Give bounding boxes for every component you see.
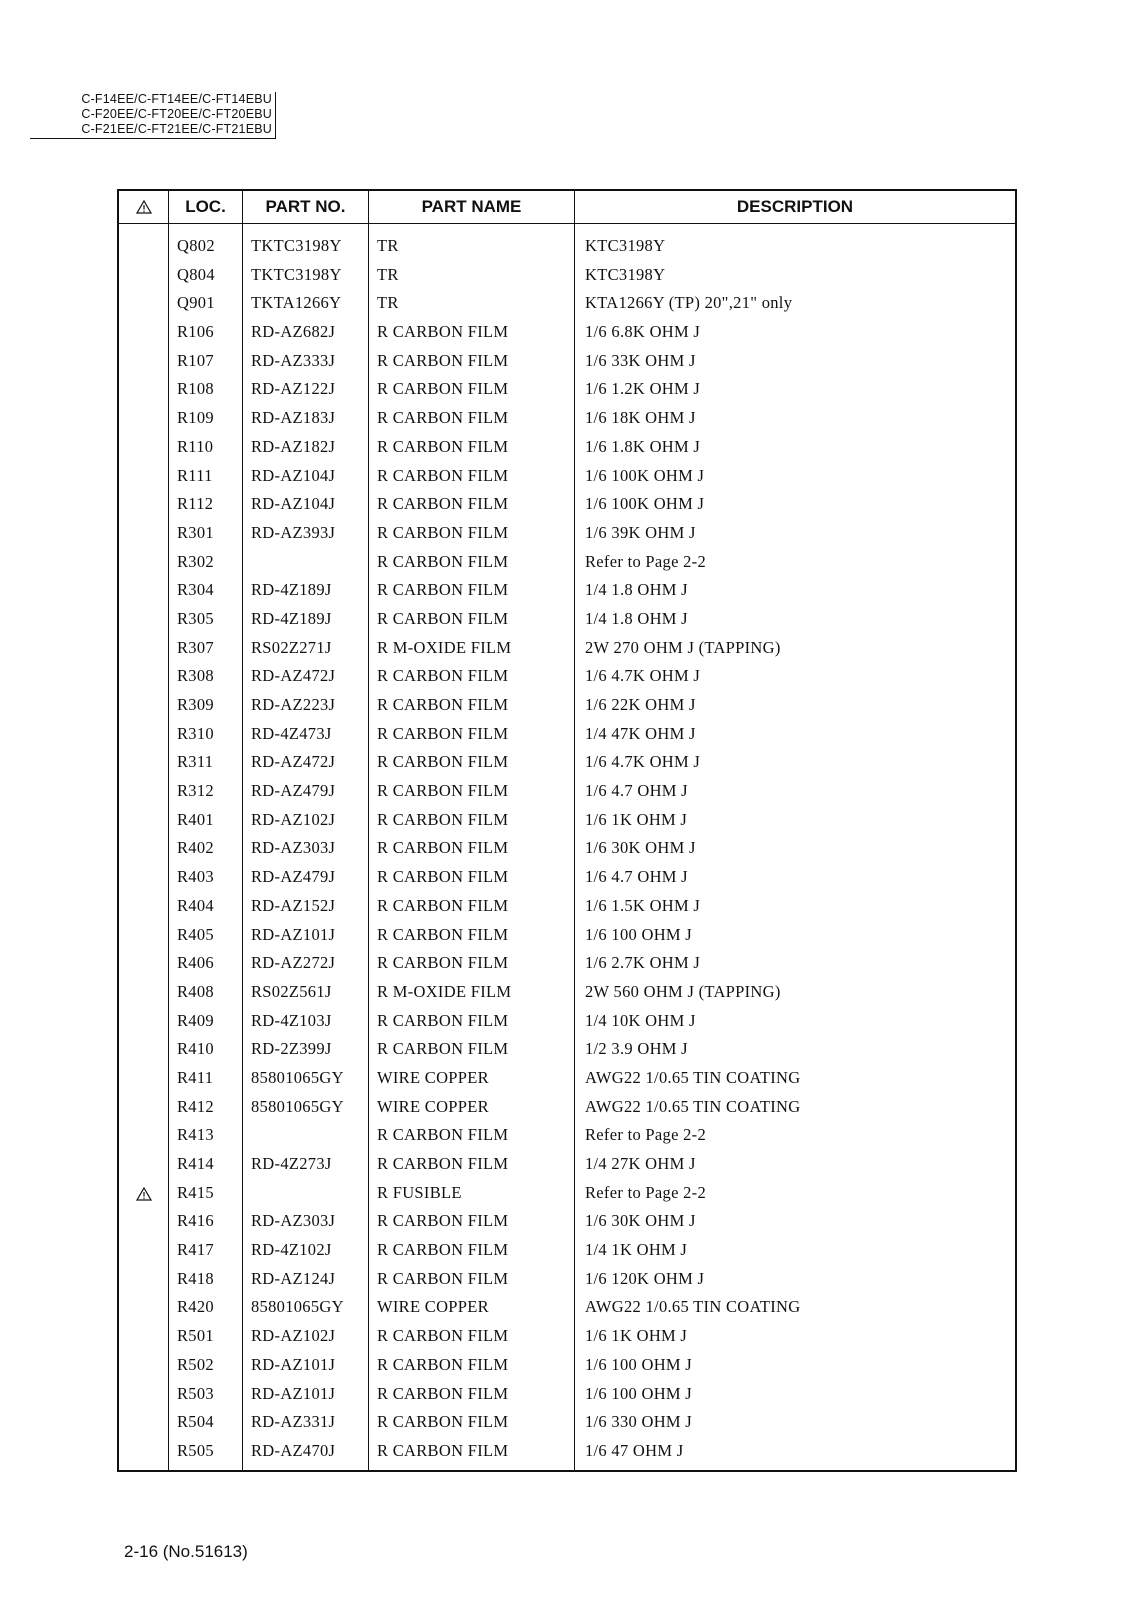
row-part-name: R CARBON FILM <box>377 494 509 514</box>
page-number: 2-16 (No.51613) <box>124 1542 248 1561</box>
row-part-no: RD-AZ272J <box>251 953 336 973</box>
row-loc: R406 <box>177 953 214 973</box>
row-part-no: 85801065GY <box>251 1067 344 1087</box>
row-warning-cell <box>119 691 168 720</box>
row-description: 1/6 4.7K OHM J <box>585 666 701 686</box>
row-part-no: RD-AZ104J <box>251 465 336 485</box>
row-warning-cell <box>119 1408 168 1437</box>
row-description: Refer to Page 2-2 <box>585 551 707 571</box>
row-description: 1/6 4.7K OHM J <box>585 752 701 772</box>
row-part-no: RD-AZ124J <box>251 1268 336 1288</box>
row-part-no: RD-AZ102J <box>251 1326 336 1346</box>
row-part-name: R CARBON FILM <box>377 522 509 542</box>
row-warning-cell <box>119 1207 168 1236</box>
row-warning-cell <box>119 1322 168 1351</box>
row-description: AWG22 1/0.65 TIN COATING <box>585 1096 801 1116</box>
row-loc: R504 <box>177 1412 214 1432</box>
row-warning-cell <box>119 634 168 663</box>
row-description: AWG22 1/0.65 TIN COATING <box>585 1297 801 1317</box>
row-part-name: R CARBON FILM <box>377 666 509 686</box>
row-loc: R410 <box>177 1039 214 1059</box>
row-warning-cell <box>119 232 168 261</box>
row-warning-cell <box>119 748 168 777</box>
row-part-no: RD-AZ152J <box>251 895 336 915</box>
row-warning-cell <box>119 1236 168 1265</box>
row-loc: R311 <box>177 752 214 772</box>
row-loc: Q802 <box>177 236 215 255</box>
row-part-no: RD-AZ470J <box>251 1440 336 1460</box>
row-part-no: RD-AZ479J <box>251 867 336 887</box>
row-loc: R415 <box>177 1182 214 1202</box>
row-part-name: R CARBON FILM <box>377 608 509 628</box>
row-loc: Q901 <box>177 293 215 313</box>
row-part-no: RD-AZ101J <box>251 1383 336 1403</box>
row-warning-cell <box>119 806 168 835</box>
row-warning-cell <box>119 576 168 605</box>
row-part-no: RD-4Z473J <box>251 723 332 743</box>
row-part-name: R CARBON FILM <box>377 838 509 858</box>
row-part-name: R CARBON FILM <box>377 1354 509 1374</box>
warning-triangle-icon <box>136 200 152 214</box>
row-part-name: R CARBON FILM <box>377 695 509 714</box>
warning-column <box>119 224 169 1470</box>
row-loc: R418 <box>177 1268 214 1288</box>
row-description: 1/6 30K OHM J <box>585 838 696 858</box>
header-part-name: PART NAME <box>369 191 575 223</box>
header-part-no: PART NO. <box>243 191 369 223</box>
row-part-no: RS02Z271J <box>251 637 332 657</box>
row-part-name: R CARBON FILM <box>377 1268 509 1288</box>
row-description: 1/6 4.7 OHM J <box>585 781 688 801</box>
row-part-name: R CARBON FILM <box>377 1211 509 1231</box>
row-warning-cell <box>119 289 168 318</box>
row-part-no: RD-AZ183J <box>251 408 336 428</box>
row-description: 1/6 33K OHM J <box>585 350 696 370</box>
row-warning-cell <box>119 347 168 376</box>
row-part-no: RD-AZ122J <box>251 379 336 399</box>
row-part-name: R CARBON FILM <box>377 1440 509 1460</box>
header-loc: LOC. <box>169 191 243 223</box>
row-part-no: RD-AZ102J <box>251 809 336 829</box>
row-part-name: R M-OXIDE FILM <box>377 981 512 1001</box>
row-description: 1/4 1K OHM J <box>585 1240 688 1260</box>
row-loc: R304 <box>177 580 214 600</box>
row-part-no: RD-AZ393J <box>251 522 336 542</box>
row-description: KTC3198Y <box>585 264 666 284</box>
row-warning-cell <box>119 949 168 978</box>
row-warning-cell <box>119 1150 168 1179</box>
row-description: 1/6 47 OHM J <box>585 1440 684 1460</box>
row-warning-cell <box>119 720 168 749</box>
row-loc: R310 <box>177 723 214 743</box>
row-part-no: RD-4Z102J <box>251 1240 332 1260</box>
row-loc: R112 <box>177 494 214 514</box>
row-loc: R302 <box>177 551 214 571</box>
row-warning-cell <box>119 662 168 691</box>
row-loc: R505 <box>177 1440 214 1460</box>
row-part-name: R CARBON FILM <box>377 551 509 571</box>
row-loc: R409 <box>177 1010 214 1030</box>
table-body <box>119 224 1015 1470</box>
row-description: 1/6 1.8K OHM J <box>585 436 701 456</box>
row-part-no <box>243 548 368 577</box>
parts-list-table <box>117 189 1017 1472</box>
row-part-no: RD-4Z273J <box>251 1154 332 1173</box>
row-part-no: RD-AZ223J <box>251 695 336 714</box>
row-loc: R503 <box>177 1383 214 1403</box>
row-part-name: R CARBON FILM <box>377 867 509 887</box>
row-part-no: RD-AZ104J <box>251 494 336 514</box>
row-part-name: R CARBON FILM <box>377 1010 509 1030</box>
row-loc: R413 <box>177 1125 214 1145</box>
row-warning-cell <box>119 433 168 462</box>
row-part-no: TKTC3198Y <box>251 264 342 284</box>
row-part-no: RD-4Z103J <box>251 1010 332 1030</box>
row-part-name: R CARBON FILM <box>377 809 509 829</box>
row-loc: R401 <box>177 809 214 829</box>
row-loc: R405 <box>177 924 214 944</box>
row-loc: R416 <box>177 1211 214 1231</box>
row-warning-cell <box>119 375 168 404</box>
row-part-name: R M-OXIDE FILM <box>377 637 512 657</box>
row-description: AWG22 1/0.65 TIN COATING <box>585 1067 801 1087</box>
row-description: 1/6 22K OHM J <box>585 695 696 714</box>
row-part-name: WIRE COPPER <box>377 1297 489 1317</box>
row-part-no: RD-2Z399J <box>251 1039 332 1059</box>
header-description: DESCRIPTION <box>736 197 854 216</box>
row-part-name: TR <box>377 236 399 255</box>
row-loc: R309 <box>177 695 214 714</box>
row-loc: R414 <box>177 1154 214 1173</box>
row-description: 1/4 27K OHM J <box>585 1154 696 1173</box>
row-part-name: R CARBON FILM <box>377 752 509 772</box>
row-part-name: WIRE COPPER <box>377 1067 489 1087</box>
row-description: KTC3198Y <box>585 236 666 255</box>
row-part-name: R CARBON FILM <box>377 408 509 428</box>
row-part-no: RD-AZ682J <box>251 322 336 342</box>
row-description: 1/6 1.2K OHM J <box>585 379 701 399</box>
row-description: 1/6 120K OHM J <box>585 1268 705 1288</box>
row-loc: Q804 <box>177 264 215 284</box>
row-description: 1/6 1K OHM J <box>585 809 688 829</box>
row-part-name: R CARBON FILM <box>377 1240 509 1260</box>
row-part-no: RD-AZ331J <box>251 1412 336 1432</box>
row-part-name: R CARBON FILM <box>377 1383 509 1403</box>
row-loc: R502 <box>177 1354 214 1374</box>
row-loc: R412 <box>177 1096 214 1116</box>
row-loc: R411 <box>177 1067 214 1087</box>
row-part-no: RD-AZ101J <box>251 924 336 944</box>
row-description: 1/6 39K OHM J <box>585 522 696 542</box>
row-warning-cell <box>119 921 168 950</box>
row-description: 1/6 4.7 OHM J <box>585 867 688 887</box>
row-description: 1/6 100K OHM J <box>585 494 705 514</box>
row-warning-cell <box>119 261 168 290</box>
row-description: Refer to Page 2-2 <box>585 1125 707 1145</box>
header-warning <box>119 191 169 223</box>
row-loc: R501 <box>177 1326 214 1346</box>
row-loc: R307 <box>177 637 214 657</box>
row-description: 1/4 10K OHM J <box>585 1010 696 1030</box>
warning-triangle-icon <box>136 1187 152 1201</box>
row-warning-cell <box>119 1437 168 1466</box>
row-loc: R305 <box>177 608 214 628</box>
row-warning-cell <box>119 1293 168 1322</box>
row-warning-cell <box>119 892 168 921</box>
row-part-no: 85801065GY <box>251 1096 344 1116</box>
row-warning-cell <box>119 318 168 347</box>
row-part-no: RD-AZ333J <box>251 350 336 370</box>
row-description: 1/6 100K OHM J <box>585 465 705 485</box>
row-description: KTA1266Y (TP) 20",21" only <box>585 293 793 313</box>
row-part-no: 85801065GY <box>251 1297 344 1317</box>
row-part-name: R CARBON FILM <box>377 1125 509 1145</box>
row-description: 1/4 47K OHM J <box>585 723 696 743</box>
row-description: 1/4 1.8 OHM J <box>585 580 688 600</box>
row-part-name: R CARBON FILM <box>377 924 509 944</box>
row-loc: R109 <box>177 408 214 428</box>
row-warning-cell <box>119 490 168 519</box>
row-description: 1/4 1.8 OHM J <box>585 608 688 628</box>
row-loc: R308 <box>177 666 214 686</box>
row-warning-cell <box>119 519 168 548</box>
row-warning-cell <box>119 404 168 433</box>
row-part-name: R CARBON FILM <box>377 465 509 485</box>
row-warning-cell <box>119 548 168 577</box>
row-part-name: TR <box>377 264 399 284</box>
row-description: Refer to Page 2-2 <box>585 1182 707 1202</box>
row-part-no: RD-AZ472J <box>251 752 336 772</box>
row-part-no: TKTA1266Y <box>251 293 342 313</box>
row-warning-cell <box>119 863 168 892</box>
row-loc: R301 <box>177 522 214 542</box>
row-loc: R408 <box>177 981 214 1001</box>
row-part-no: RD-AZ479J <box>251 781 336 801</box>
row-description: 1/6 100 OHM J <box>585 1383 693 1403</box>
loc-column <box>169 224 243 1470</box>
row-description: 1/6 1.5K OHM J <box>585 895 701 915</box>
row-part-no: RD-AZ472J <box>251 666 336 686</box>
row-part-no: RD-AZ101J <box>251 1354 336 1374</box>
table-header <box>119 191 1015 224</box>
row-part-name: R CARBON FILM <box>377 379 509 399</box>
row-part-no: RD-AZ182J <box>251 436 336 456</box>
row-description: 1/6 100 OHM J <box>585 1354 693 1374</box>
row-part-name: R CARBON FILM <box>377 1326 509 1346</box>
row-warning-cell <box>119 1179 168 1208</box>
row-part-name: R CARBON FILM <box>377 781 509 801</box>
row-warning-cell <box>119 1035 168 1064</box>
row-loc: R403 <box>177 867 214 887</box>
row-loc: R110 <box>177 436 214 456</box>
row-part-no: RD-4Z189J <box>251 580 332 600</box>
row-description: 1/6 6.8K OHM J <box>585 322 701 342</box>
row-description: 1/2 3.9 OHM J <box>585 1039 688 1059</box>
part-no-column <box>243 224 369 1470</box>
row-part-no: RD-AZ303J <box>251 838 336 858</box>
row-warning-cell <box>119 777 168 806</box>
row-part-name: R CARBON FILM <box>377 1154 509 1173</box>
row-description: 1/6 100 OHM J <box>585 924 693 944</box>
row-loc: R402 <box>177 838 214 858</box>
row-part-no <box>243 1179 368 1208</box>
row-part-no: RD-AZ303J <box>251 1211 336 1231</box>
model-line-3: C-F21EE/C-FT21EE/C-FT21EBU <box>81 122 272 136</box>
row-warning-cell <box>119 1121 168 1150</box>
row-warning-cell <box>119 1007 168 1036</box>
row-description: 2W 560 OHM J (TAPPING) <box>585 981 781 1001</box>
row-description: 1/6 30K OHM J <box>585 1211 696 1231</box>
row-part-name: R CARBON FILM <box>377 580 509 600</box>
row-loc: R420 <box>177 1297 214 1317</box>
row-description: 1/6 18K OHM J <box>585 408 696 428</box>
row-warning-cell <box>119 978 168 1007</box>
row-part-name: R CARBON FILM <box>377 1039 509 1059</box>
row-part-no: RS02Z561J <box>251 981 332 1001</box>
row-description: 1/6 2.7K OHM J <box>585 953 701 973</box>
row-part-name: TR <box>377 293 399 313</box>
row-part-name: R FUSIBLE <box>377 1182 462 1202</box>
row-part-no: TKTC3198Y <box>251 236 342 255</box>
part-name-column <box>369 224 575 1470</box>
row-loc: R108 <box>177 379 214 399</box>
description-column <box>575 224 1015 1470</box>
model-line-2: C-F20EE/C-FT20EE/C-FT20EBU <box>81 107 272 121</box>
row-part-name: R CARBON FILM <box>377 1412 509 1432</box>
row-part-name: R CARBON FILM <box>377 953 509 973</box>
model-header <box>30 92 276 139</box>
row-warning-cell <box>119 1380 168 1409</box>
model-line-1: C-F14EE/C-FT14EE/C-FT14EBU <box>81 92 272 106</box>
row-description: 2W 270 OHM J (TAPPING) <box>585 637 781 657</box>
row-loc: R417 <box>177 1240 214 1260</box>
row-loc: R106 <box>177 322 214 342</box>
row-warning-cell <box>119 834 168 863</box>
row-part-name: R CARBON FILM <box>377 723 509 743</box>
row-part-no: RD-4Z189J <box>251 608 332 628</box>
row-loc: R404 <box>177 895 214 915</box>
row-description: 1/6 1K OHM J <box>585 1326 688 1346</box>
row-loc: R107 <box>177 350 214 370</box>
row-part-name: R CARBON FILM <box>377 350 509 370</box>
row-warning-cell <box>119 1351 168 1380</box>
row-loc: R111 <box>177 465 213 485</box>
row-warning-cell <box>119 605 168 634</box>
row-loc: R312 <box>177 781 214 801</box>
row-description: 1/6 330 OHM J <box>585 1412 693 1432</box>
row-warning-cell <box>119 1064 168 1093</box>
row-warning-cell <box>119 462 168 491</box>
row-part-name: R CARBON FILM <box>377 322 509 342</box>
row-part-name: WIRE COPPER <box>377 1096 489 1116</box>
row-part-name: R CARBON FILM <box>377 436 509 456</box>
row-warning-cell <box>119 1265 168 1294</box>
row-part-no <box>243 1121 368 1150</box>
row-part-name: R CARBON FILM <box>377 895 509 915</box>
row-warning-cell <box>119 1093 168 1122</box>
